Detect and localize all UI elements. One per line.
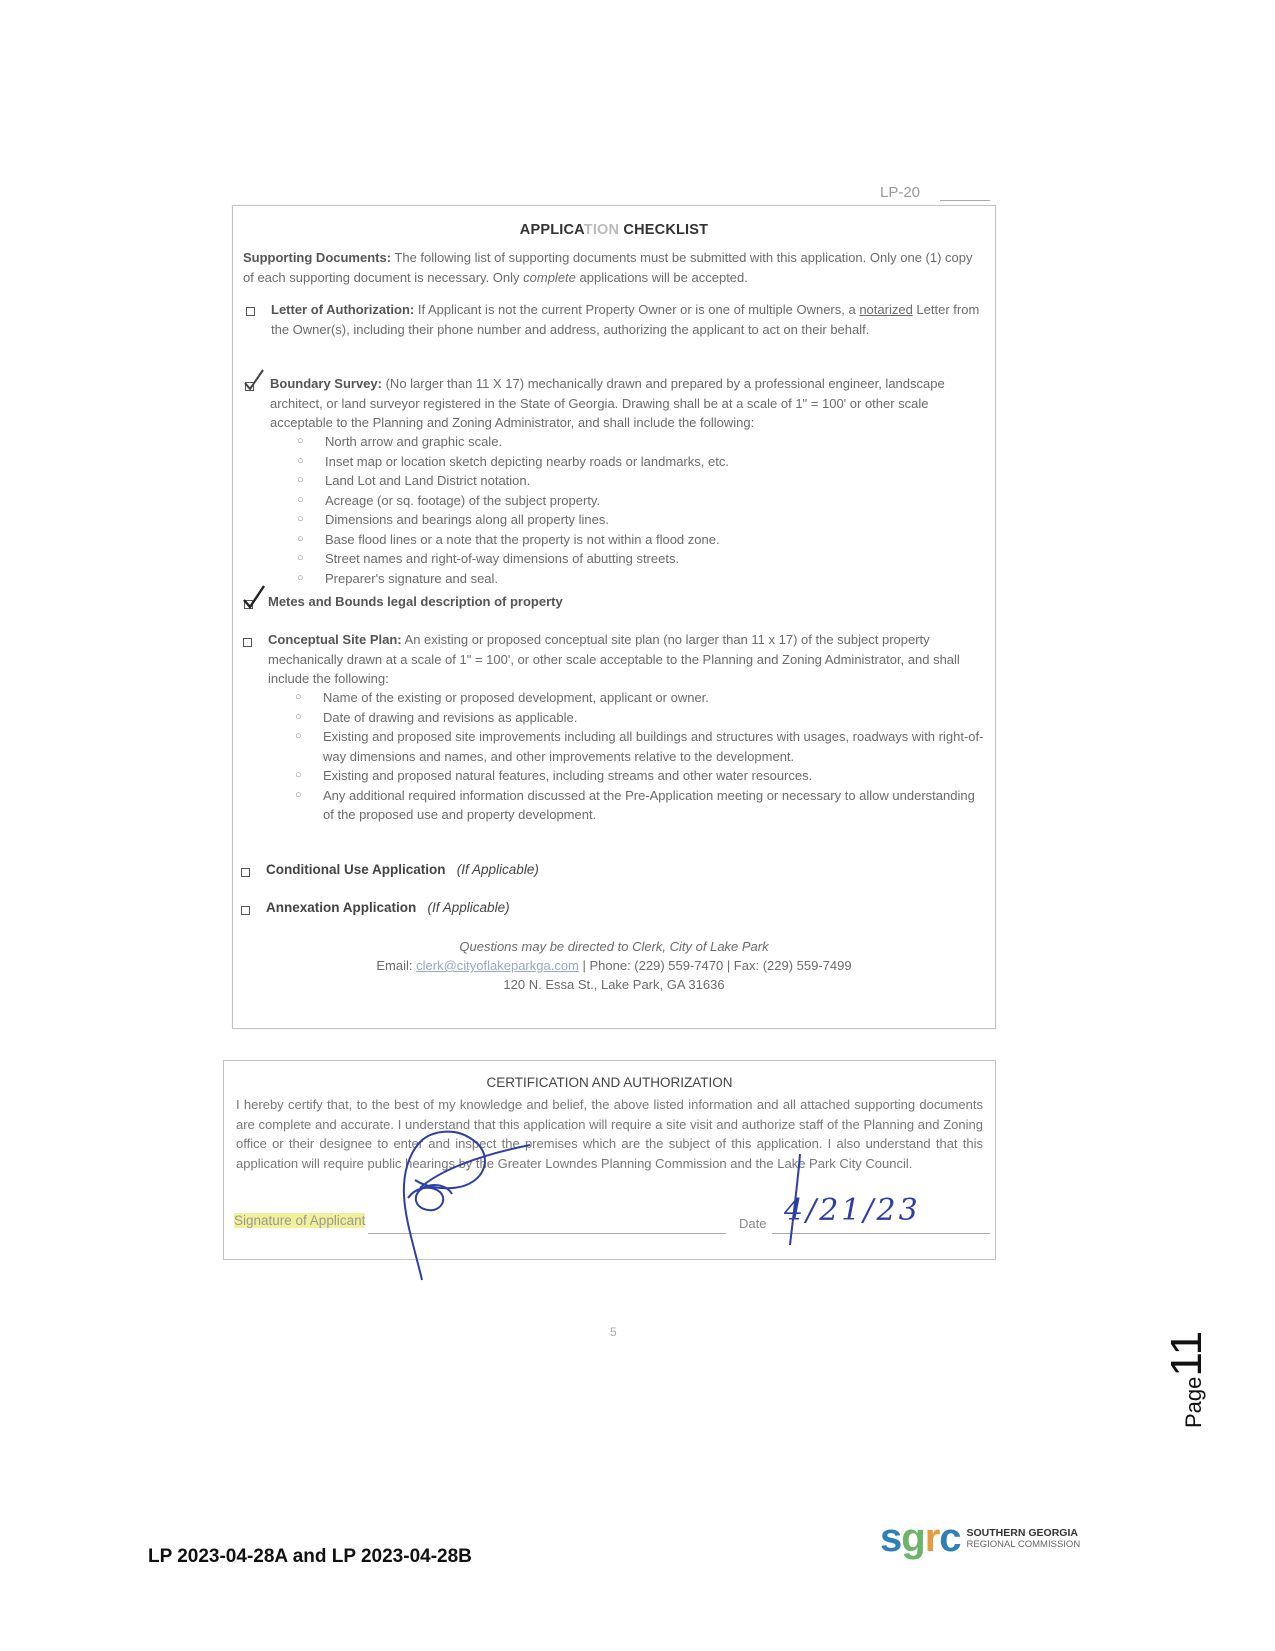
bullet-icon: ○ (295, 788, 302, 801)
logo-text: SOUTHERN GEORGIA REGIONAL COMMISSION (966, 1526, 1081, 1550)
checkmark-icon (243, 368, 265, 392)
site-plan-list (295, 688, 985, 825)
supporting-documents-paragraph: Supporting Documents: The following list of supporting documents must be submitted with this application. Only one (1) copy of each supporting document is necessary. Only complete applications will be accepted. (243, 250, 973, 285)
certification-body: I hereby certify that, to the best of my knowledge and belief, the above listed information and all attached supporting documents are complete and accurate. I understand that this application will require a site visit and authorize staff of the Planning and Zoning office or their designee to enter and inspect the premises which are the subject of this application. I also understand that this application will require public hearings by the Greater Lowndes Planning Commission and the Lake Park City Council. (236, 1097, 983, 1171)
bullet-icon: ○ (297, 493, 304, 506)
contact-questions: Questions may be directed to Clerk, City of Lake Park (459, 939, 769, 954)
boundary-survey-list (297, 432, 975, 588)
list-item: ○ Preparer's signature and seal. (297, 569, 975, 589)
case-identifiers: LP 2023-04-28A and LP 2023-04-28B (148, 1546, 472, 1567)
annexation-checkbox[interactable] (241, 906, 250, 915)
conditional-use-item: Conditional Use Application (If Applicable) (266, 862, 539, 877)
bullet-icon: ○ (297, 552, 304, 564)
signature-label: Signature of Applicant (234, 1213, 366, 1228)
checklist-title: APPLICATION CHECKLIST (519, 222, 709, 238)
list-item: ○ Base flood lines or a note that the property is not within a flood zone. (297, 530, 975, 550)
list-item: ○ Name of the existing or proposed development, applicant or owner. (295, 688, 985, 708)
date-label: Date (739, 1216, 767, 1231)
bullet-icon: ○ (297, 454, 304, 467)
handwritten-date: 4/21/23 (784, 1193, 921, 1228)
list-item: ○ Any additional required information discussed at the Pre-Application meeting or necessary to allow understanding of the proposed use and property development. (295, 787, 975, 822)
bullet-icon: ○ (295, 710, 302, 723)
checkmark-icon (242, 584, 266, 610)
bullet-icon: ○ (297, 571, 304, 584)
site-plan-item: Conceptual Site Plan: An existing or proposed conceptual site plan (no larger than 11 x 17) of the subject property mechanically drawn at a scale of 1" = 100', or other scale acceptable to the Planning and Zoning Administrator, and shall include the following: (268, 632, 960, 686)
scan-page-number: 5 (610, 1325, 617, 1339)
form-number-underline (940, 200, 990, 201)
boundary-survey-item: Boundary Survey: (No larger than 11 X 17) mechanically drawn and prepared by a professional engineer, landscape architect, or land surveyor registered in the State of Georgia. Drawing shall be at a scale of 1" = 100' or other scale acceptable to the Planning and Zoning Administrator, and shall include the following: (270, 376, 945, 430)
letter-authorization-checkbox[interactable] (246, 307, 255, 316)
list-item: ○ Acreage (or sq. footage) of the subject property. (297, 491, 975, 511)
metes-bounds-item: Metes and Bounds legal description of property (268, 594, 563, 609)
bullet-icon: ○ (295, 730, 302, 742)
bullet-icon: ○ (297, 435, 304, 447)
sgrc-logo (880, 1516, 1080, 1561)
conditional-use-checkbox[interactable] (241, 868, 250, 877)
annexation-item: Annexation Application (If Applicable) (266, 900, 510, 915)
email-link[interactable]: clerk@cityoflakeparkga.com (416, 958, 579, 973)
handwritten-stroke (780, 1150, 810, 1250)
list-item: ○ Date of drawing and revisions as applicable. (295, 708, 985, 728)
application-checklist-box (232, 205, 996, 1029)
certification-title: CERTIFICATION AND AUTHORIZATION (486, 1075, 733, 1090)
bullet-icon: ○ (297, 474, 304, 486)
list-item: ○ Existing and proposed natural features, including streams and other water resources. (295, 766, 985, 786)
list-item: ○ Inset map or location sketch depicting nearby roads or landmarks, etc. (297, 452, 975, 472)
certification-box (223, 1060, 996, 1260)
bullet-icon: ○ (295, 769, 302, 781)
handwritten-signature (360, 1100, 550, 1300)
bullet-icon: ○ (295, 691, 302, 703)
letter-authorization-item: Letter of Authorization: If Applicant is not the current Property Owner or is one of multiple Owners, a notarized Letter from the Owner(s), including their phone number and address, authorizing the applicant to act on their behalf. (271, 302, 980, 337)
page-label: Page11 (1162, 1330, 1211, 1428)
logo-mark: sgrc (880, 1516, 961, 1560)
form-number: LP-20 (880, 184, 921, 201)
site-plan-checkbox[interactable] (243, 638, 252, 647)
contact-line: Email: clerk@cityoflakeparkga.com | Phone: (229) 559-7470 | Fax: (229) 559-7499 (376, 958, 852, 973)
list-item: ○ Dimensions and bearings along all property lines. (297, 510, 975, 530)
list-item: ○ Street names and right-of-way dimensions of abutting streets. (297, 549, 975, 569)
bullet-icon: ○ (297, 532, 304, 545)
list-item: ○ Land Lot and Land District notation. (297, 471, 975, 491)
list-item: ○ North arrow and graphic scale. (297, 432, 975, 452)
bullet-icon: ○ (297, 513, 304, 525)
list-item: ○ Existing and proposed site improvements including all buildings and structures with usages, roadways with right-of-way dimensions and names, and other improvements relative to the development. (295, 729, 984, 764)
contact-address: 120 N. Essa St., Lake Park, GA 31636 (503, 977, 725, 992)
